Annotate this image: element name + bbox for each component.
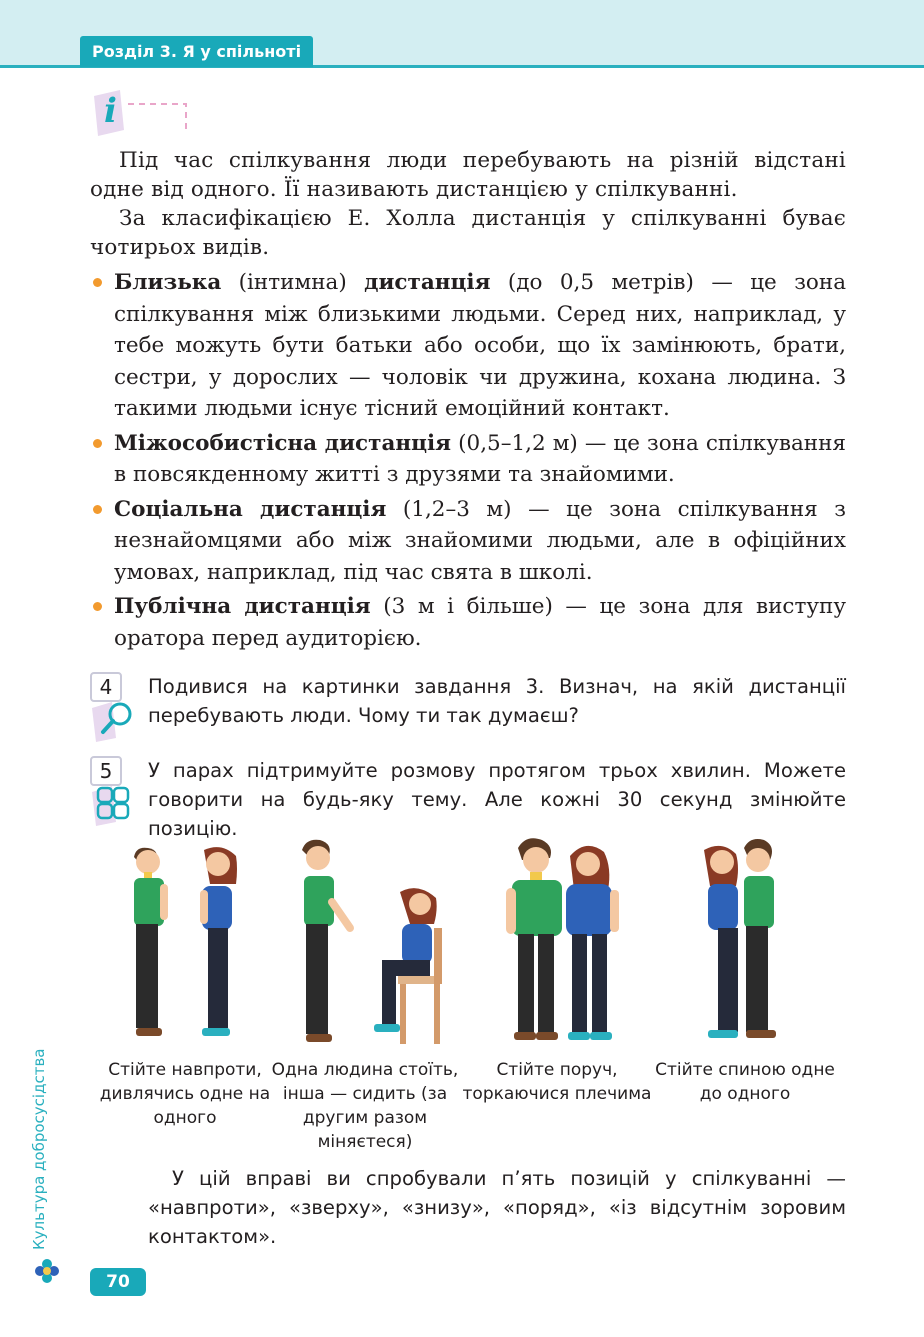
- illustration-back-to-back: [650, 832, 840, 1052]
- boy-figure: [506, 838, 562, 1040]
- caption-back-to-back: Стійте спиною одне до одного: [655, 1060, 835, 1104]
- page-number: 70: [90, 1268, 146, 1296]
- boy-figure: [302, 840, 350, 1042]
- side-section-label: Культура добросусідства: [30, 1048, 48, 1250]
- task-number: 5: [90, 756, 122, 786]
- illustration-facing: [90, 832, 280, 1052]
- caption-side-by-side: Стійте поруч, торкаючися плечима: [462, 1060, 652, 1104]
- definition: (до 0,5 метрів) — це зона спілкування між близькими людьми. Серед них, наприклад, у тебе можуть бути батьки або особи, що їх замінюють, брати, сестри, у дорослих — чоловік чи дружина, кохана людина. З такими людьми існує тісний емоційний контакт.: [114, 270, 847, 421]
- task-text: У парах підтримуйте розмову протягом трьох хвилин. Можете говорити на будь-яку тему. Але кожні 30 секунд змінюйте позицію.: [148, 759, 846, 840]
- girl-figure: [374, 888, 442, 1044]
- term: Близька: [114, 270, 222, 295]
- task-number: 4: [90, 672, 122, 702]
- flower-icon: [34, 1258, 60, 1284]
- term: Публічна дистанція: [114, 594, 371, 619]
- girl-figure: [566, 846, 619, 1040]
- boy-figure: [744, 839, 776, 1038]
- illustration-standing-sitting: [270, 832, 460, 1052]
- list-item: [90, 428, 846, 491]
- distance-list: [90, 267, 846, 657]
- definition: (0,5–1,2 м) — це зона спілкування в повсякденному житті з друзями та знайомими.: [114, 430, 846, 487]
- magnifier-icon: [90, 698, 138, 744]
- term: дистанція: [364, 270, 491, 295]
- svg-text:i: i: [104, 91, 117, 131]
- closing-paragraph: У цій вправі ви спробували п’ять позицій у спілкуванні — «навпроти», «зверху», «знизу», «поряд», «із відсутнім зоровим контактом».: [148, 1167, 846, 1248]
- bullet-icon: [93, 505, 102, 514]
- info-icon: [90, 86, 190, 138]
- girl-figure: [200, 847, 237, 1036]
- term-note: (інтимна): [221, 270, 365, 295]
- caption-standing-sitting: Одна людина стоїть, інша — сидить (за другим разом міняєтеся): [271, 1060, 459, 1152]
- bullet-icon: [93, 439, 102, 448]
- boy-figure: [134, 848, 168, 1036]
- term: Міжособистісна дистанція: [114, 430, 452, 456]
- bullet-icon: [93, 602, 102, 611]
- hands-icon: [90, 782, 138, 828]
- task-text: Подивися на картинки завдання 3. Визнач, на якій дистанції перебувають люди. Чому ти так думаєш?: [148, 675, 846, 727]
- term: Соціальна дистанція: [114, 496, 387, 522]
- list-item: [90, 591, 846, 654]
- intro-paragraph-2: За класифікацією Е. Холла дистанція у спілкуванні буває чотирьох видів.: [90, 206, 846, 260]
- bullet-icon: [93, 278, 102, 287]
- intro-paragraph-1: Під час спілкування люди перебувають на різній відстані одне від одного. Її називають дистанцією у спілкуванні.: [90, 148, 846, 202]
- illustration-side-by-side: [462, 832, 652, 1052]
- section-title: Розділ 3. Я у спільноті: [80, 36, 313, 67]
- list-item: [90, 267, 846, 425]
- definition: (3 м і більше) — це зона для виступу оратора перед аудиторією.: [114, 594, 846, 651]
- definition: (1,2–3 м) — це зона спілкування з незнайомцями або між знайомими людьми, але в офіційних умовах, наприклад, під час свята в школі.: [114, 496, 846, 585]
- list-item: [90, 494, 846, 589]
- caption-facing: Стійте навпроти, дивлячись одне на одного: [99, 1060, 271, 1128]
- girl-figure: [704, 846, 738, 1038]
